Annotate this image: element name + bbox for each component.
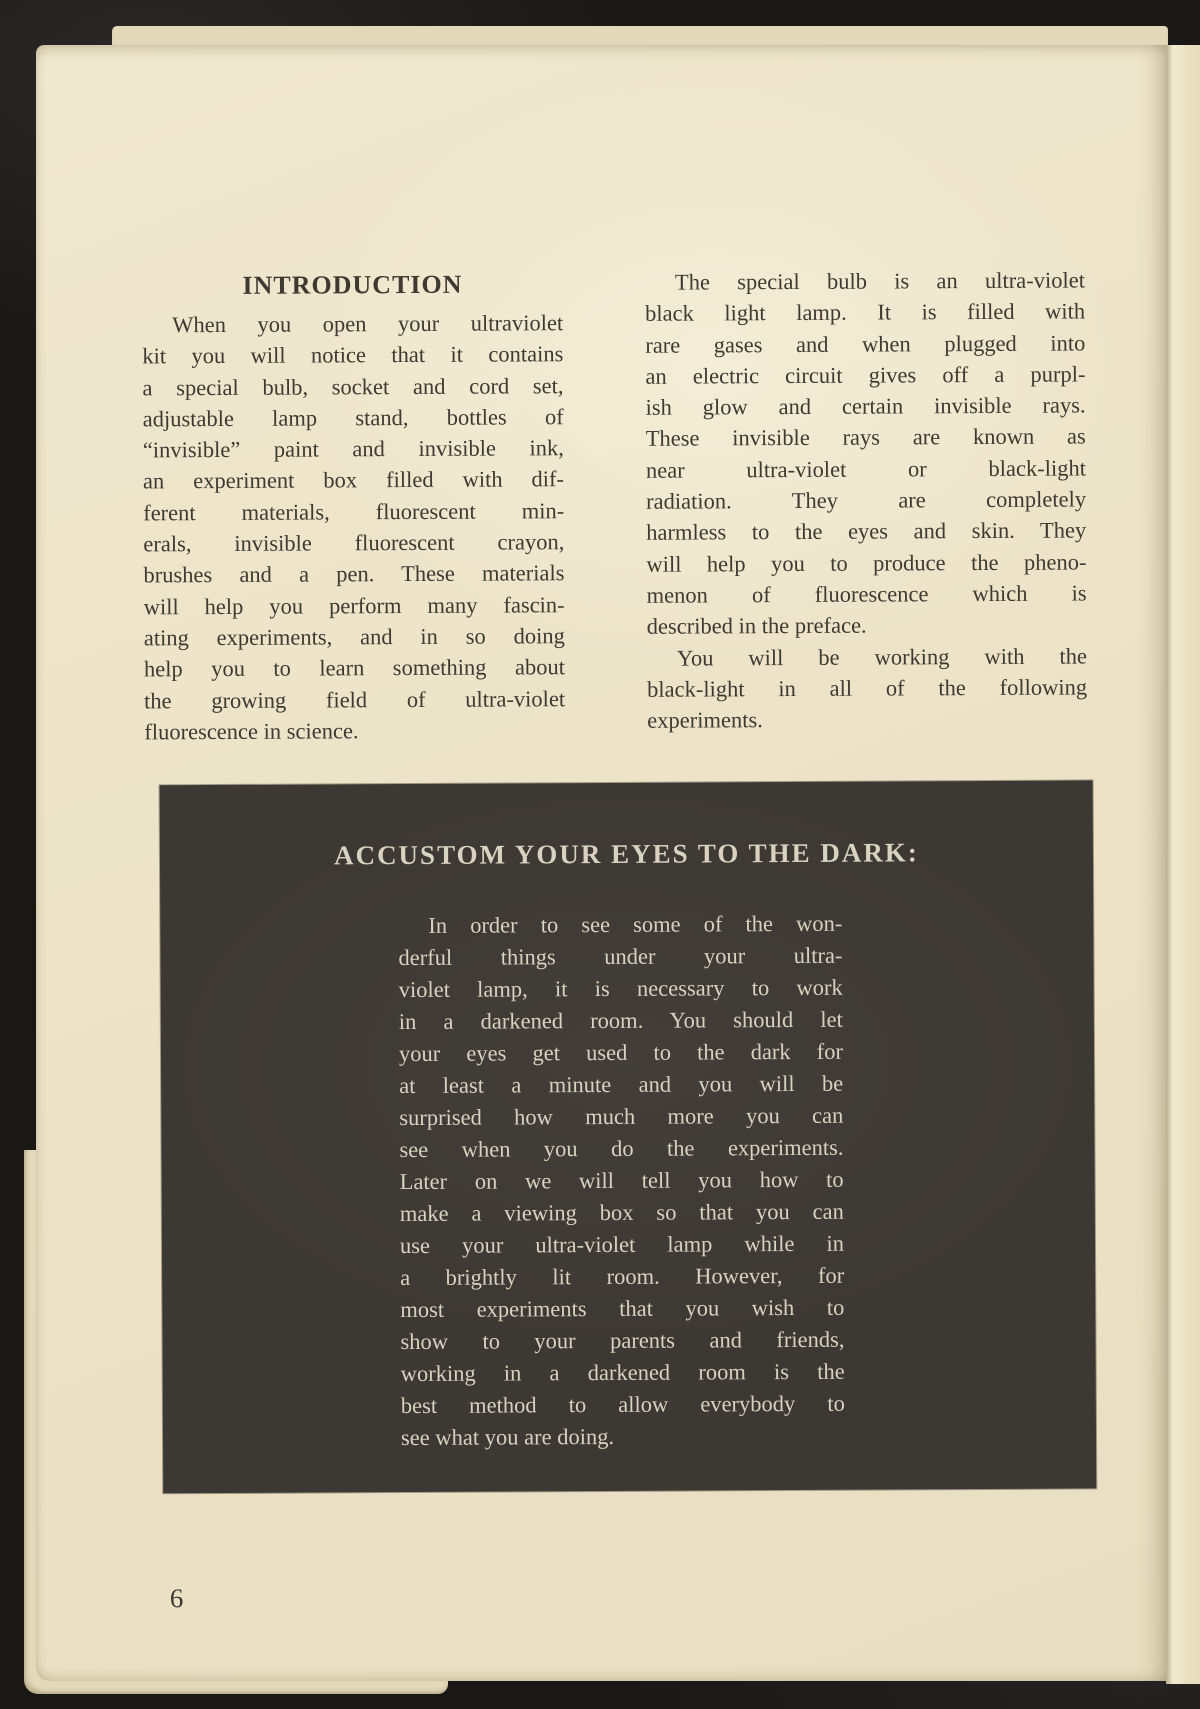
text-line: violet lamp, it is necessary to work: [398, 974, 843, 1003]
text-line: an experiment box filled with dif-: [142, 466, 565, 494]
text-line: You will be working with the: [676, 643, 1087, 671]
text-line: a brightly lit room. However, for: [400, 1262, 845, 1291]
text-line: brushes and a pen. These materials: [143, 560, 565, 588]
text-line: These invisible rays are known as: [645, 423, 1086, 452]
text-line: make a viewing box so that you can: [399, 1198, 844, 1227]
text-line: in a darkened room. You should let: [398, 1006, 843, 1035]
text-line: use your ultra-violet lamp while in: [399, 1230, 845, 1259]
text-line: black-light in all of the following: [647, 674, 1088, 702]
text-line: ating experiments, and in so doing: [143, 623, 565, 651]
text-line: your eyes get used to the dark for: [398, 1038, 844, 1067]
text-line: working in a darkened room is the: [400, 1358, 845, 1387]
text-line: experiments.: [647, 707, 763, 733]
text-line: most experiments that you wish to: [400, 1294, 845, 1323]
text-line: will help you perform many fascin-: [143, 591, 565, 620]
text-line: ferent materials, fluorescent min-: [143, 497, 565, 526]
text-line: erals, invisible fluorescent crayon,: [143, 529, 565, 557]
text-line: see when you do the experiments.: [399, 1134, 844, 1163]
text-line: “invisible” paint and invisible ink,: [142, 435, 564, 463]
text-line: black light lamp. It is filled with: [645, 298, 1086, 327]
text-line: show to your parents and friends,: [400, 1326, 845, 1355]
text-line: rare gases and when plugged into: [645, 330, 1086, 358]
text-line: derful things under your ultra-: [398, 942, 843, 971]
panel-paragraph: [398, 908, 845, 1454]
text-line: best method to allow everybody to: [400, 1390, 845, 1419]
text-line: at least a minute and you will be: [399, 1070, 844, 1099]
page-content: [32, 42, 1171, 1684]
text-line: surprised how much more you can: [399, 1102, 844, 1131]
text-line: ish glow and certain invisible rays.: [645, 392, 1086, 420]
text-line: In order to see some of the won-: [428, 910, 843, 938]
text-line: see what you are doing.: [400, 1423, 615, 1451]
text-line: The special bulb is an ultra-violet: [674, 267, 1086, 295]
right-column-paragraph-1: [645, 264, 1087, 642]
introduction-heading: INTRODUCTION: [242, 269, 463, 300]
text-line: the growing field of ultra-violet: [144, 685, 566, 713]
text-line: adjustable lamp stand, bottles of: [142, 404, 564, 432]
text-line: menon of fluorescence which is: [646, 580, 1087, 608]
text-line: fluorescence in science.: [144, 718, 359, 745]
text-line: an electric circuit gives off a purpl-: [645, 361, 1086, 389]
text-line: will help you to produce the pheno-: [646, 549, 1087, 577]
text-line: help you to learn something about: [143, 654, 566, 682]
text-line: a special bulb, socket and cord set,: [142, 372, 564, 400]
book-page: [36, 45, 1166, 1681]
right-column-paragraph-2: [647, 640, 1087, 736]
right-column: [645, 264, 1087, 736]
accustom-eyes-panel: [160, 780, 1097, 1493]
page-number: 6: [169, 1583, 184, 1614]
text-line: kit you will notice that it contains: [142, 341, 564, 369]
text-line: Later on we will tell you how to: [399, 1166, 844, 1195]
page-fold-edge: [1166, 45, 1200, 1684]
text-line: radiation. They are completely: [646, 486, 1087, 514]
panel-heading: ACCUSTOM YOUR EYES TO THE DARK:: [333, 837, 919, 871]
text-line: near ultra-violet or black-light: [645, 455, 1087, 483]
introduction-paragraph: [142, 307, 565, 747]
text-line: described in the preface.: [646, 612, 867, 640]
text-line: When you open your ultraviolet: [172, 310, 564, 338]
text-line: harmless to the eyes and skin. They: [646, 517, 1087, 546]
